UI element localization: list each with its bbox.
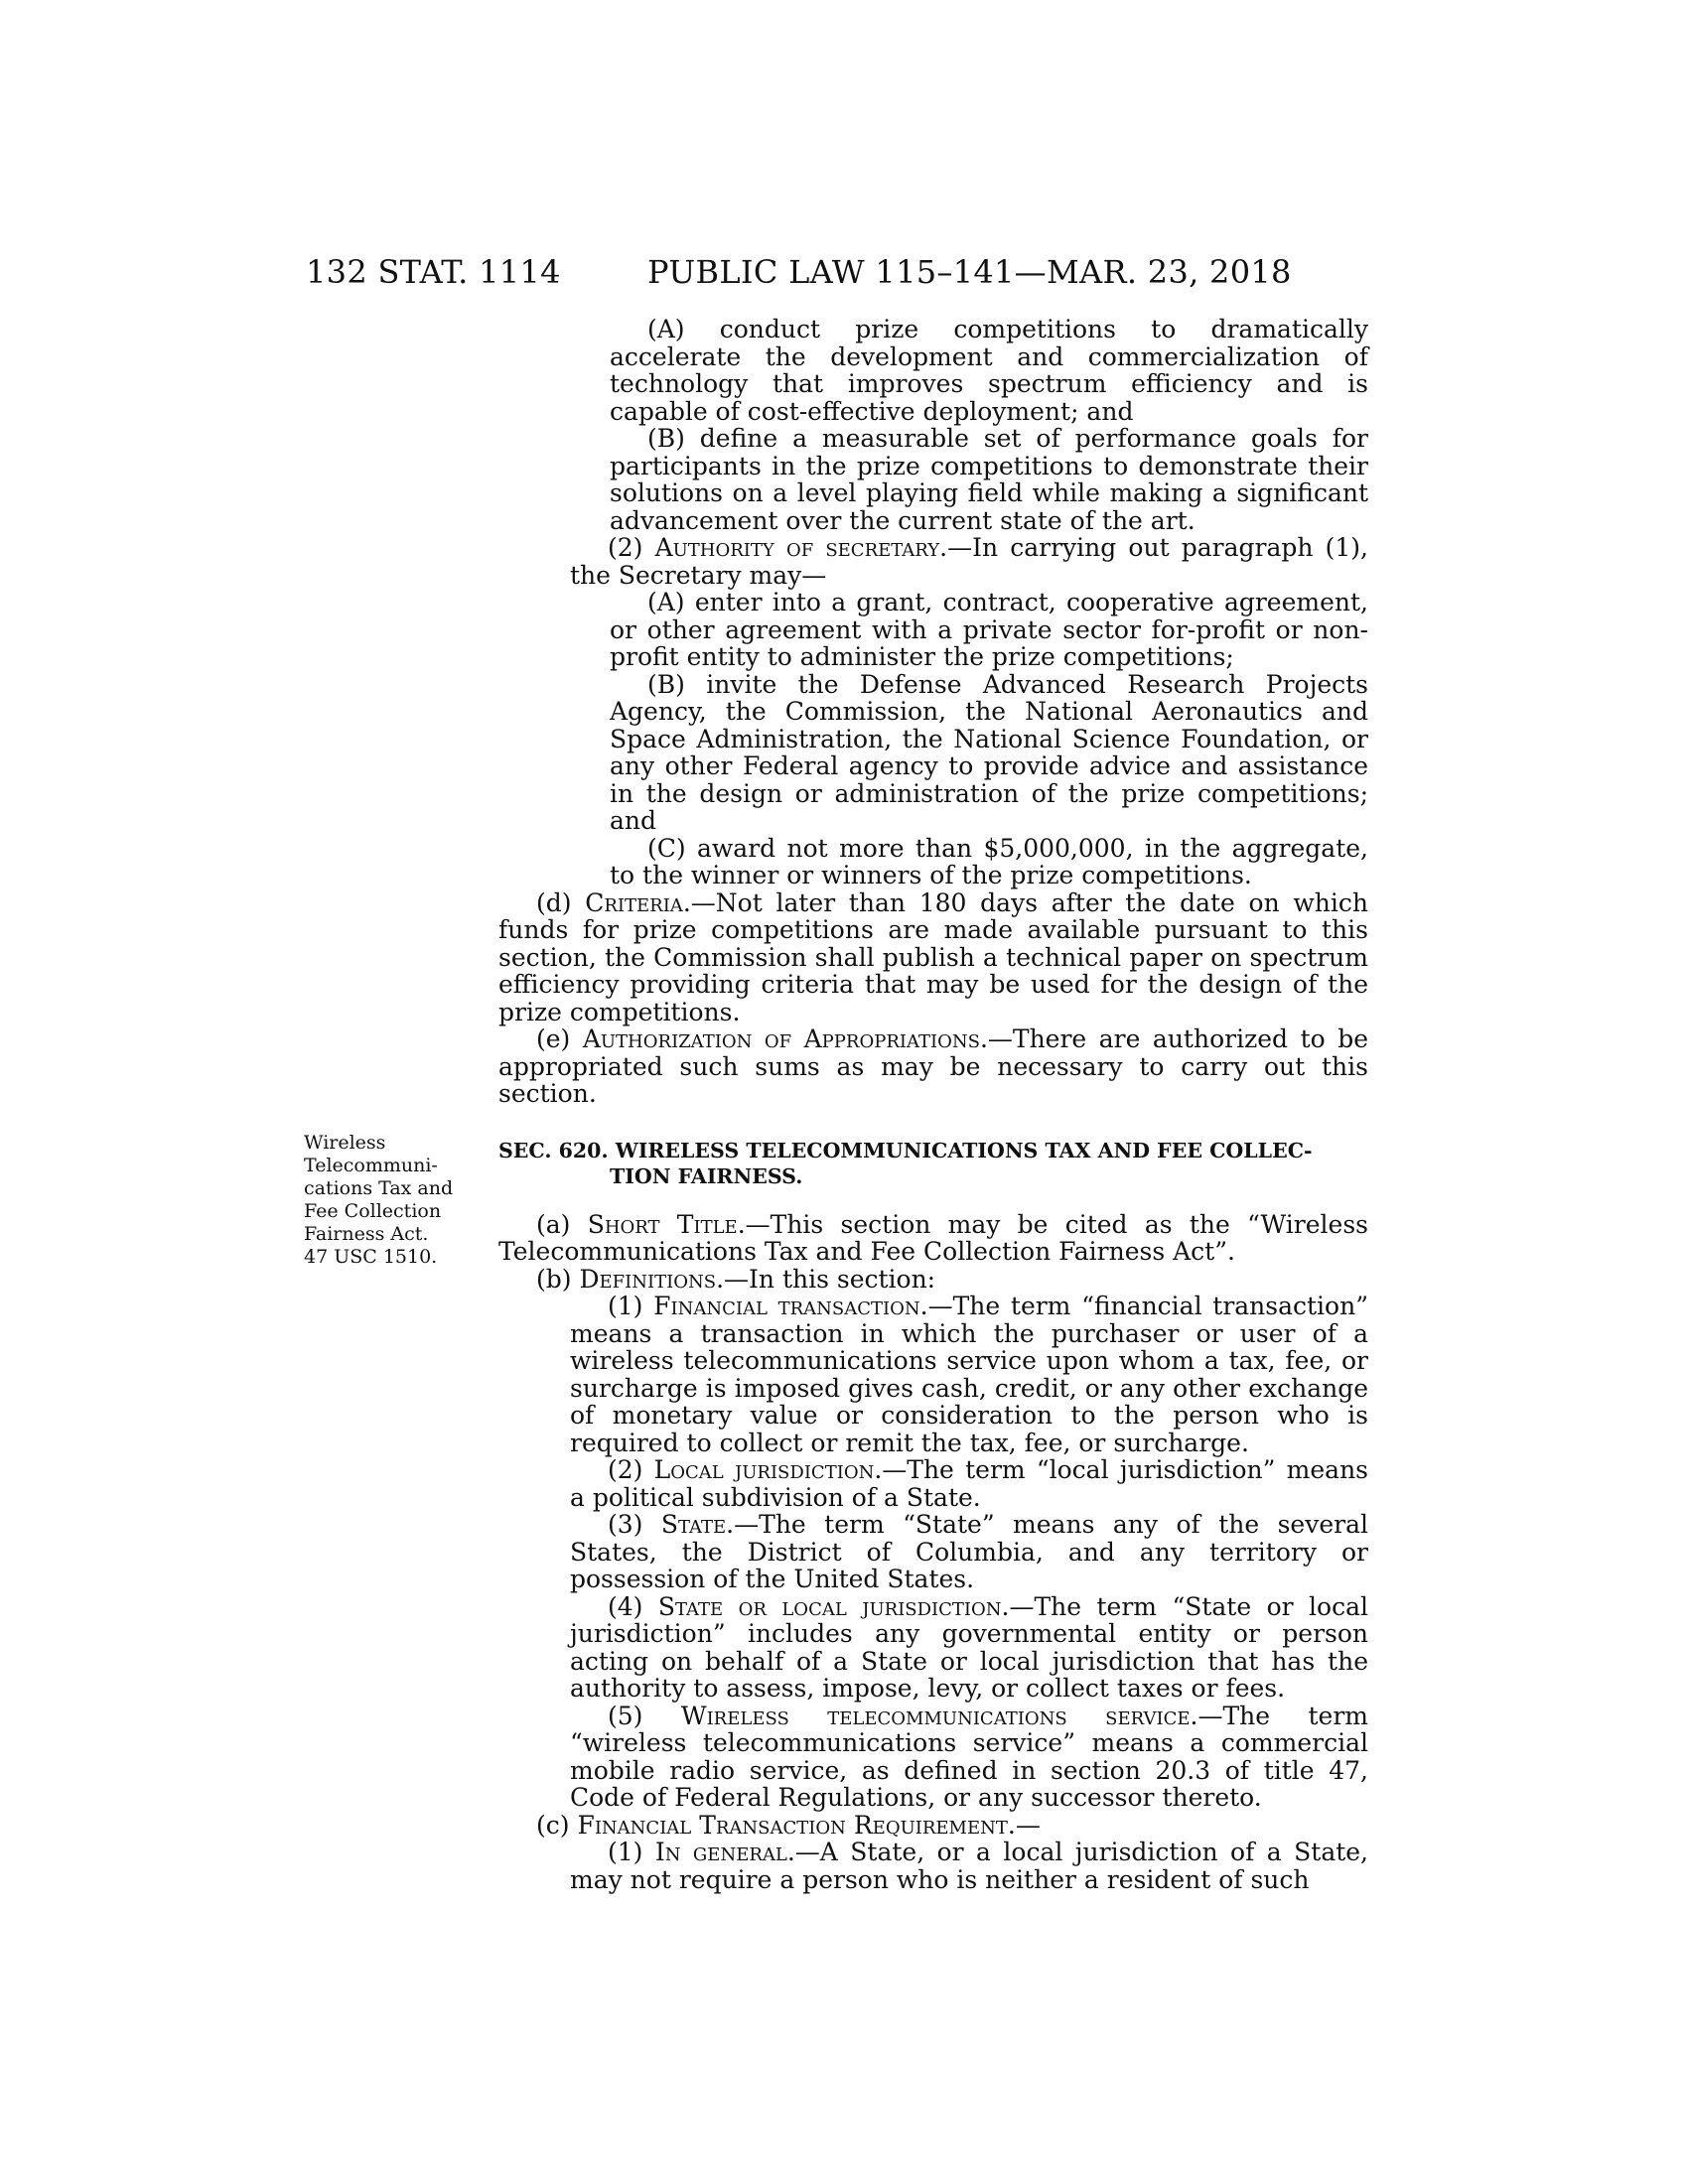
para-text: —The term “wireless telecommunications service” means a commercial mobile radio service, as defined in section 20.3 of title 47, Code of Federal Regulations, or any successor thereto. (570, 1701, 1369, 1812)
paragraph-a1: (A) conduct prize competitions to dramatically accelerate the development and commercialization of technology that improves spectrum efficiency and is capable of cost-effective deployment; and (610, 315, 1368, 426)
para-number: (5) (608, 1701, 681, 1730)
definition-local-jurisdiction (498, 1456, 1368, 1511)
margin-note-line: Fairness Act. (304, 1223, 429, 1245)
para-number: (2) (608, 1455, 654, 1484)
para-heading: State. (660, 1510, 735, 1539)
paragraph-criteria (498, 889, 1368, 1026)
para-heading: State or local jurisdiction. (657, 1591, 1010, 1621)
paragraph-c2: (C) award not more than $5,000,000, in the aggregate, to the winner or winners of the prize competitions. (610, 833, 1368, 889)
para-number: (3) (608, 1510, 661, 1539)
definition-state-or-local (498, 1593, 1368, 1703)
statute-page-number: 132 STAT. 1114 (306, 253, 561, 291)
para-number: (b) (536, 1264, 580, 1294)
para-text: —The term “local jurisdiction” means a political subdivision of a State. (570, 1455, 1369, 1512)
para-number: (1) (608, 1838, 655, 1866)
para-text: —In carrying out paragraph (1), the Secretary may— (570, 533, 1368, 590)
para-number: (e) (536, 1024, 583, 1053)
para-number: (a) (536, 1209, 588, 1239)
para-heading: Wireless telecommunications service. (680, 1701, 1198, 1730)
para-text: —A State, or a local jurisdiction of a State, may not require a person who is neither a resident of such (570, 1838, 1369, 1894)
para-text: —In this section: (724, 1264, 936, 1294)
definition-financial-transaction (498, 1293, 1368, 1456)
para-heading: Definitions. (579, 1264, 725, 1294)
para-number: (2) (608, 533, 655, 562)
paragraph-short-title (498, 1211, 1368, 1266)
paragraph-authority (498, 534, 1368, 589)
paragraph-appropriations (498, 1025, 1368, 1108)
margin-note-line: 47 USC 1510. (304, 1246, 438, 1268)
para-heading: Authorization of Appropriations. (582, 1024, 988, 1053)
paragraph-b1: (B) define a measurable set of performance goals for participants in the prize competitions to demonstrate their solutions on a level playing field while making a significant advancement over the current state of the art. (610, 424, 1368, 535)
margin-note (304, 1132, 473, 1269)
section-heading (498, 1138, 1368, 1189)
para-text: —There are authorized to be appropriated such sums as may be necessary to carry out this section. (498, 1024, 1368, 1108)
para-heading: Short Title. (587, 1209, 746, 1239)
margin-note-line: Wireless (304, 1132, 386, 1154)
para-heading: Criteria. (585, 887, 691, 917)
para-heading: Authority of secretary. (654, 533, 948, 562)
public-law-title: PUBLIC LAW 115–141—MAR. 23, 2018 (647, 253, 1292, 291)
para-text: —The term “financial transaction” means a transaction in which the purchaser or user of a wireless telecommunications service upon whom a tax, fee, or surcharge is imposed gives cash, credit, or any other exchange of monetary value or consideration to the person who is required to collect or remit the tax, fee, or surcharge. (570, 1292, 1368, 1457)
para-number: (1) (608, 1292, 654, 1320)
margin-note-line: Telecommuni- (304, 1155, 438, 1176)
definition-state (498, 1511, 1368, 1593)
margin-note-line: cations Tax and (304, 1177, 454, 1199)
section-heading-line: SEC. 620. WIRELESS TELECOMMUNICATIONS TAX AND FEE COLLEC- (498, 1138, 1313, 1162)
para-number: (c) (536, 1810, 578, 1840)
para-text: —This section may be cited as the “Wireless Telecommunications Tax and Fee Collection Fairness Act”. (498, 1209, 1368, 1266)
body-text (498, 316, 1368, 1893)
running-header (0, 250, 1688, 294)
para-number: (d) (536, 887, 586, 917)
margin-note-line: Fee Collection (304, 1200, 442, 1222)
section-heading-line: TION FAIRNESS. (610, 1163, 803, 1188)
paragraph-financial-requirement (498, 1812, 1368, 1840)
para-number: (4) (608, 1591, 658, 1621)
para-text: —Not later than 180 days after the date on which funds for prize competitions are made available pursuant to this section, the Commission shall publish a technical paper on spectrum efficiency providing criteria that may be used for the design of the prize competitions. (498, 887, 1368, 1026)
paragraph-in-general (498, 1839, 1368, 1893)
para-text: —The term “State” means any of the several States, the District of Columbia, and any territory or possession of the United States. (570, 1510, 1368, 1593)
definition-wireless-service (498, 1703, 1368, 1812)
paragraph-b2: (B) invite the Defense Advanced Research Projects Agency, the Commission, the National Aeronautics and Space Administration, the National Science Foundation, or any other Federal agency to provide advice and assistance in the design or administration of the prize competitions; and (610, 669, 1368, 835)
para-heading: Financial Transaction Requirement. (577, 1810, 1016, 1840)
para-heading: Financial transaction. (653, 1292, 928, 1320)
para-heading: Local jurisdiction. (653, 1455, 883, 1484)
paragraph-definitions (498, 1266, 1368, 1294)
para-text: —The term “State or local jurisdiction” includes any governmental entity or person acting on behalf of a State or local jurisdiction that has the authority to assess, impose, levy, or collect taxes or fees. (570, 1591, 1368, 1703)
paragraph-a2: (A) enter into a grant, contract, cooperative agreement, or other agreement with a private sector for-profit or non-profit entity to administer the prize competitions; (610, 588, 1368, 671)
para-heading: In general. (654, 1838, 795, 1866)
para-text: — (1015, 1810, 1041, 1840)
